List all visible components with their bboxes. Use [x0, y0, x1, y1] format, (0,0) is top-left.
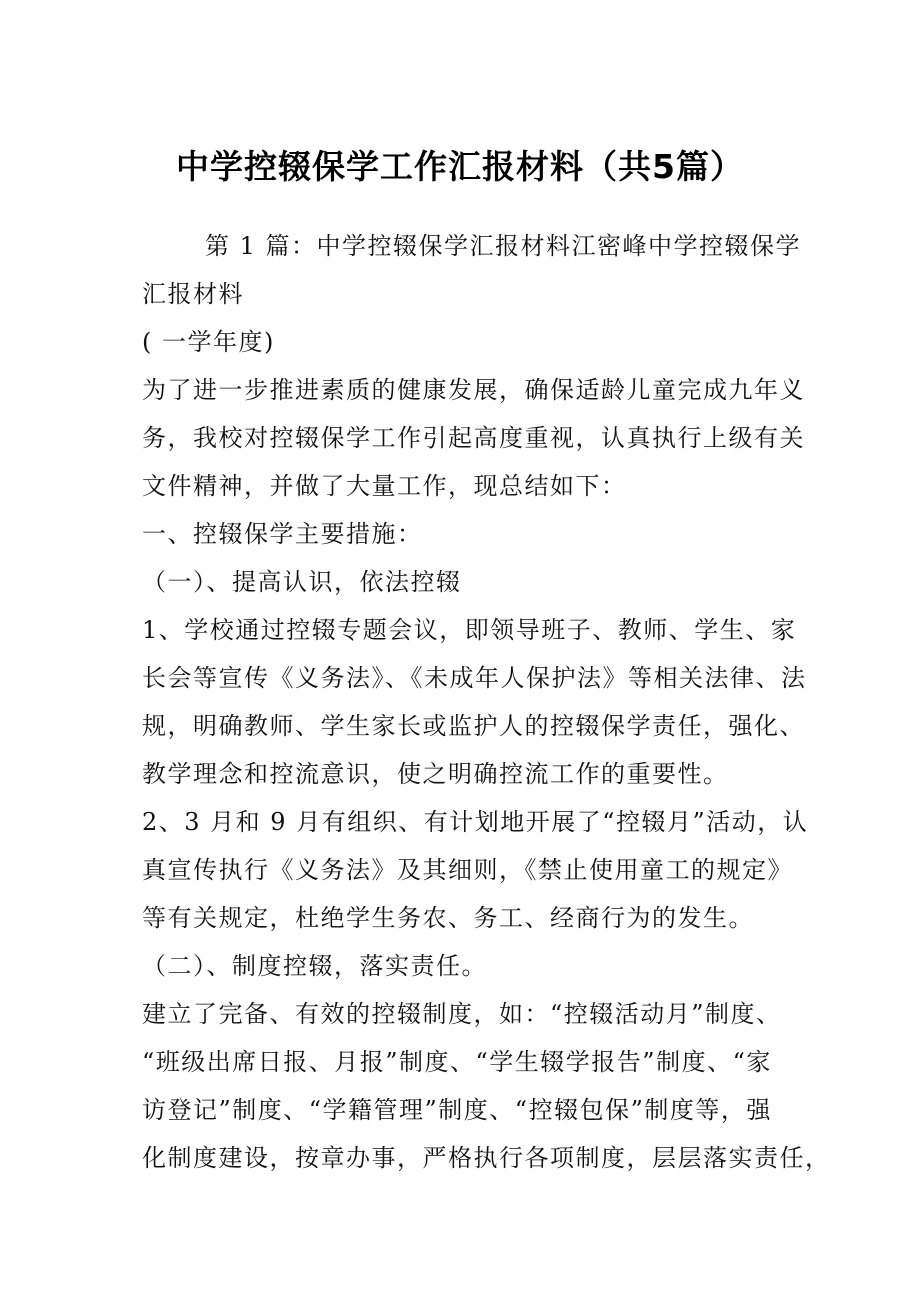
paragraph-line: 文件精神，并做了大量工作，现总结如下： — [142, 472, 627, 500]
paragraph-line: 2、3 月和 9 月有组织、有计划地开展了“控辍月”活动，认 — [142, 808, 809, 836]
subsection-heading: （一）、提高认识，依法控辍 — [142, 568, 462, 596]
paragraph-line: 1、学校通过控辍专题会议，即领导班子、教师、学生、家 — [142, 616, 797, 644]
paragraph-line: 化制度建设，按章办事，严格执行各项制度，层层落实责任， — [142, 1144, 831, 1172]
paragraph-line: “班级出席日报、月报”制度、“学生辍学报告”制度、“家 — [142, 1048, 772, 1076]
paragraph-line: 规，明确教师、学生家长或监护人的控辍保学责任，强化、 — [142, 712, 805, 740]
paragraph-line: 等有关规定，杜绝学生务农、务工、经商行为的发生。 — [142, 904, 754, 932]
paragraph-line: 长会等宣传《义务法》、《未成年人保护法》等相关法律、法 — [142, 664, 807, 692]
paragraph-line: ( 一学年度) — [142, 328, 275, 356]
paragraph-line: 第 1 篇：中学控辍保学汇报材料江密峰中学控辍保学 — [205, 232, 802, 260]
document-title: 中学控辍保学工作汇报材料（共5篇） — [176, 147, 744, 186]
paragraph-line: 访登记”制度、“学籍管理”制度、“控辍包保”制度等，强 — [142, 1096, 772, 1124]
paragraph-line: 为了进一步推进素质的健康发展，确保适龄儿童完成九年义 — [142, 376, 805, 404]
paragraph-line: 建立了完备、有效的控辍制度，如：“控辍活动月”制度、 — [142, 1000, 782, 1028]
subsection-heading: （二）、制度控辍，落实责任。 — [142, 952, 487, 980]
paragraph-line: 务，我校对控辍保学工作引起高度重视，认真执行上级有关 — [142, 424, 805, 452]
section-heading: 一、控辍保学主要措施： — [142, 520, 423, 548]
paragraph-line: 汇报材料 — [142, 280, 244, 308]
paragraph-line: 教学理念和控流意识，使之明确控流工作的重要性。 — [142, 760, 729, 788]
paragraph-line: 真宣传执行《义务法》及其细则，《禁止使用童工的规定》 — [142, 856, 793, 884]
